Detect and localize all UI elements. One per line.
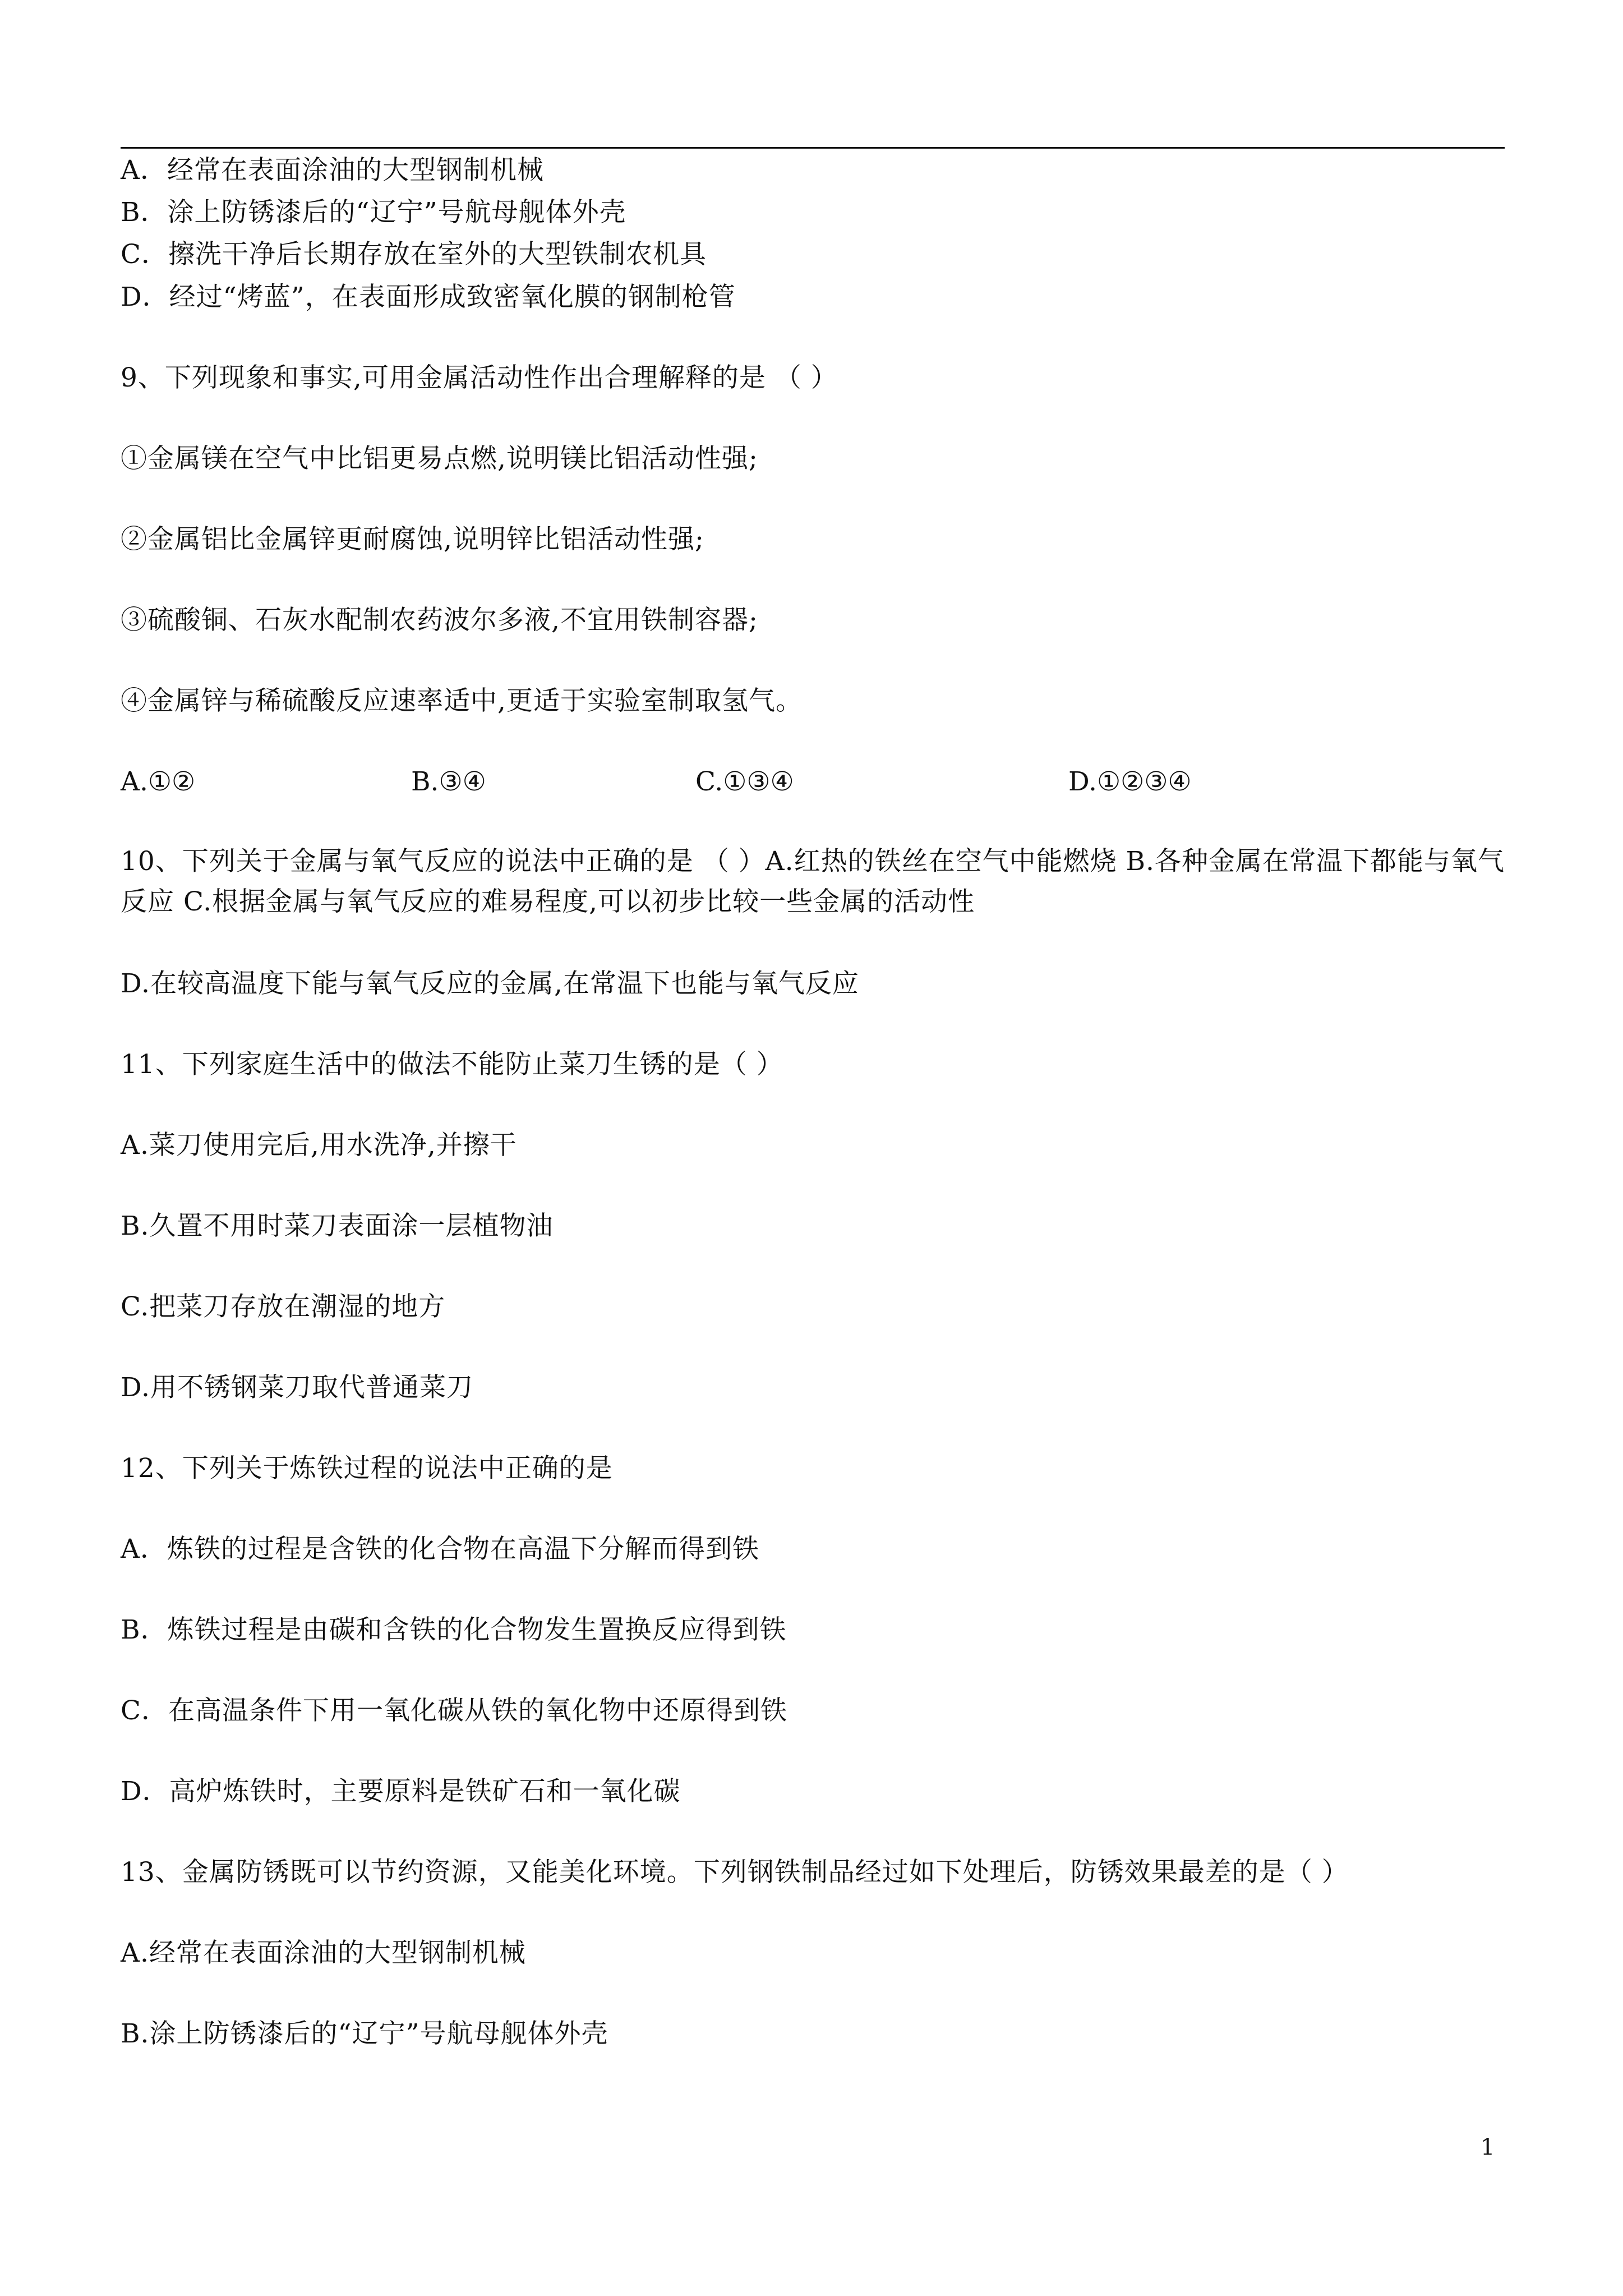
- q12-option-b: B．炼铁过程是由碳和含铁的化合物发生置换反应得到铁: [121, 1614, 787, 1645]
- q9-statement-1: ①金属镁在空气中比铝更易点燃,说明镁比铝活动性强;: [121, 443, 758, 474]
- q9-choice-a: A.①②: [121, 766, 196, 797]
- q13-option-a: A.经常在表面涂油的大型钢制机械: [121, 1938, 526, 1968]
- prev-option-a: A．经常在表面涂油的大型钢制机械: [121, 155, 544, 186]
- q12-option-c: C．在高温条件下用一氧化碳从铁的氧化物中还原得到铁: [121, 1695, 787, 1726]
- q10-stem: 10、下列关于金属与氧气反应的说法中正确的是 （ ）A.红热的铁丝在空气中能燃烧 B.各种金属在常温下都能与氧气反应 C.根据金属与氧气反应的难易程度,可以初步比较一些金属的活动性: [121, 846, 1505, 917]
- q12-option-d: D．高炉炼铁时，主要原料是铁矿石和一氧化碳: [121, 1776, 681, 1807]
- prev-option-d: D．经过“烤蓝”，在表面形成致密氧化膜的钢制枪管: [121, 282, 736, 312]
- q13-option-b: B.涂上防锈漆后的“辽宁”号航母舰体外壳: [121, 2018, 608, 2049]
- q9-statement-4: ④金属锌与稀硫酸反应速率适中,更适于实验室制取氢气。: [121, 685, 803, 716]
- header-rule: [121, 147, 1505, 149]
- q9-choice-d: D.①②③④: [1068, 766, 1192, 797]
- q9-choice-c: C.①③④: [695, 766, 794, 797]
- q12-stem: 12、下列关于炼铁过程的说法中正确的是: [121, 1453, 613, 1484]
- q12-option-a: A．炼铁的过程是含铁的化合物在高温下分解而得到铁: [121, 1534, 759, 1565]
- q11-option-b: B.久置不用时菜刀表面涂一层植物油: [121, 1211, 554, 1241]
- prev-option-b: B．涂上防锈漆后的“辽宁”号航母舰体外壳: [121, 197, 626, 228]
- q9-statement-3: ③硫酸铜、石灰水配制农药波尔多液,不宜用铁制容器;: [121, 605, 758, 636]
- q13-stem: 13、金属防锈既可以节约资源，又能美化环境。下列钢铁制品经过如下处理后，防锈效果最差的是（ ）: [121, 1857, 1349, 1888]
- q9-choice-b: B.③④: [411, 766, 486, 797]
- q11-option-a: A.菜刀使用完后,用水洗净,并擦干: [121, 1130, 517, 1161]
- prev-option-c: C．擦洗干净后长期存放在室外的大型铁制农机具: [121, 239, 707, 270]
- q10-option-d: D.在较高温度下能与氧气反应的金属,在常温下也能与氧气反应: [121, 968, 859, 999]
- q9-statement-2: ②金属铝比金属锌更耐腐蚀,说明锌比铝活动性强;: [121, 524, 704, 555]
- page-number: 1: [1481, 2134, 1495, 2160]
- q11-stem: 11、下列家庭生活中的做法不能防止菜刀生锈的是（ ）: [121, 1049, 783, 1080]
- q11-option-d: D.用不锈钢菜刀取代普通菜刀: [121, 1372, 473, 1403]
- q9-stem: 9、下列现象和事实,可用金属活动性作出合理解释的是 （ ）: [121, 362, 838, 393]
- q11-option-c: C.把菜刀存放在潮湿的地方: [121, 1291, 446, 1322]
